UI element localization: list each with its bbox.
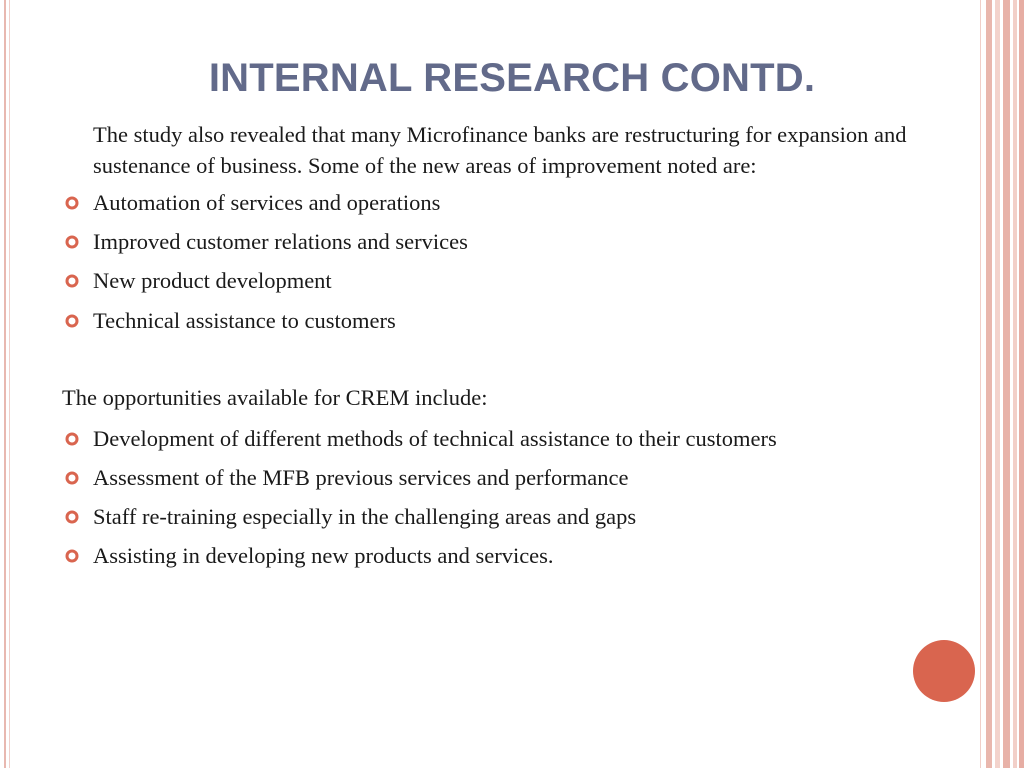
ring-bullet-icon: [62, 468, 82, 488]
ring-bullet-icon: [62, 232, 82, 252]
decorative-circle: [913, 640, 975, 702]
intro-paragraph: The study also revealed that many Microfinance banks are restructuring for expansion and sustenance of business. Some of the new areas of improvement noted are:: [93, 122, 907, 178]
ring-bullet-icon: [62, 429, 82, 449]
opportunity-text: Assisting in developing new products and services.: [93, 543, 554, 568]
right-border-stripe: [986, 0, 992, 768]
improvement-text: Automation of services and operations: [93, 190, 441, 215]
improvement-item: [62, 306, 396, 336]
ring-bullet-icon: [62, 507, 82, 527]
ring-bullet-icon: [62, 271, 82, 291]
right-border-stripe: [995, 0, 1000, 768]
ring-bullet-icon: [62, 546, 82, 566]
right-border-stripe: [1003, 0, 1010, 768]
slide-title: INTERNAL RESEARCH CONTD.: [208, 56, 816, 100]
opportunity-text: Staff re-training especially in the challenging areas and gaps: [93, 504, 637, 529]
opportunity-item: [62, 424, 777, 454]
left-border-stripe: [4, 0, 6, 768]
ring-bullet-icon: [62, 311, 82, 331]
improvement-item: [62, 227, 468, 257]
opportunity-item: [62, 463, 629, 493]
left-border-stripe-thin: [9, 0, 10, 768]
improvement-text: Technical assistance to customers: [93, 308, 396, 333]
opportunity-item: [62, 502, 636, 532]
right-border-stripe: [1013, 0, 1017, 768]
improvement-text: Improved customer relations and services: [93, 229, 468, 254]
opportunities-heading: The opportunities available for CREM include:: [62, 385, 488, 410]
opportunity-text: Assessment of the MFB previous services and performance: [93, 465, 629, 490]
opportunity-text: Development of different methods of technical assistance to their customers: [93, 426, 777, 451]
improvement-item: [62, 188, 440, 218]
right-border-stripe: [980, 0, 981, 768]
opportunity-item: [62, 541, 554, 571]
right-border-stripe: [1019, 0, 1024, 768]
improvement-item: [62, 266, 332, 296]
ring-bullet-icon: [62, 193, 82, 213]
improvement-text: New product development: [93, 268, 332, 293]
